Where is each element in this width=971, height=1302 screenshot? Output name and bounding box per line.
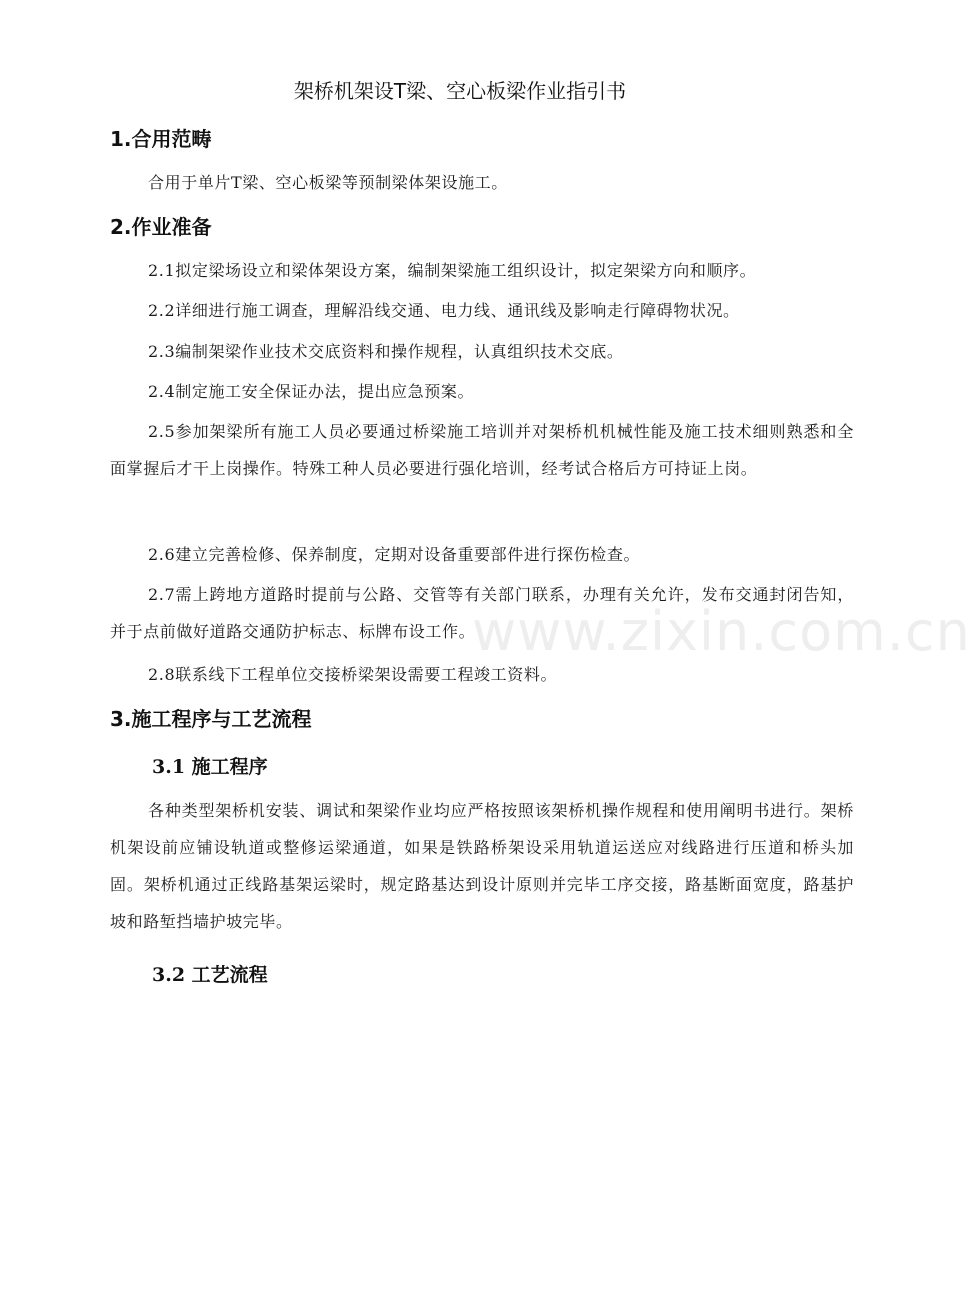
paragraph-3-1: 各种类型架桥机安装、调试和架梁作业均应严格按照该架桥机操作规程和使用阐明书进行。架桥机架设前应铺设轨道或整修运梁通道，如果是铁路桥架设采用轨道运送应对线路进行压道和桥头加固。架桥机通过正线路基架运梁时，规定路基达到设计原则并完毕工序交接，路基断面宽度，路基护坡和路堑挡墙护坡完毕。 bbox=[110, 801, 854, 931]
subsection-heading-3-2: 3.2 工艺流程 bbox=[152, 964, 268, 986]
paragraph-scope: 合用于单片T梁、空心板梁等预制梁体架设施工。 bbox=[148, 173, 508, 192]
document-title: 架桥机架设T梁、空心板梁作业指引书 bbox=[293, 79, 627, 103]
paragraph-2-8: 2.8联系线下工程单位交接桥梁架设需要工程竣工资料。 bbox=[148, 665, 558, 684]
paragraph-2-4: 2.4制定施工安全保证办法，提出应急预案。 bbox=[148, 382, 475, 401]
paragraph-2-1: 2.1拟定梁场设立和梁体架设方案，编制架梁施工组织设计，拟定架梁方向和顺序。 bbox=[148, 261, 757, 280]
section-heading-preparation: 2.作业准备 bbox=[110, 215, 212, 239]
watermark: www.zixin.com.cn bbox=[472, 600, 971, 663]
paragraph-2-2: 2.2详细进行施工调查，理解沿线交通、电力线、通讯线及影响走行障碍物状况。 bbox=[148, 301, 740, 320]
section-heading-scope: 1.合用范畴 bbox=[110, 127, 212, 151]
paragraph-2-6: 2.6建立完善检修、保养制度，定期对设备重要部件进行探伤检查。 bbox=[148, 545, 641, 564]
paragraph-2-7: 2.7需上跨地方道路时提前与公路、交管等有关部门联系，办理有关允许，发布交通封闭告知，并于点前做好道路交通防护标志、标牌布设工作。 bbox=[110, 585, 854, 641]
section-heading-procedure: 3.施工程序与工艺流程 bbox=[110, 707, 312, 731]
subsection-heading-3-1: 3.1 施工程序 bbox=[152, 756, 268, 778]
paragraph-2-5: 2.5参加架梁所有施工人员必要通过桥梁施工培训并对架桥机机械性能及施工技术细则熟悉和全面掌握后才干上岗操作。特殊工种人员必要进行强化培训，经考试合格后方可持证上岗。 bbox=[110, 422, 854, 478]
paragraph-2-3: 2.3编制架梁作业技术交底资料和操作规程，认真组织技术交底。 bbox=[148, 342, 624, 361]
